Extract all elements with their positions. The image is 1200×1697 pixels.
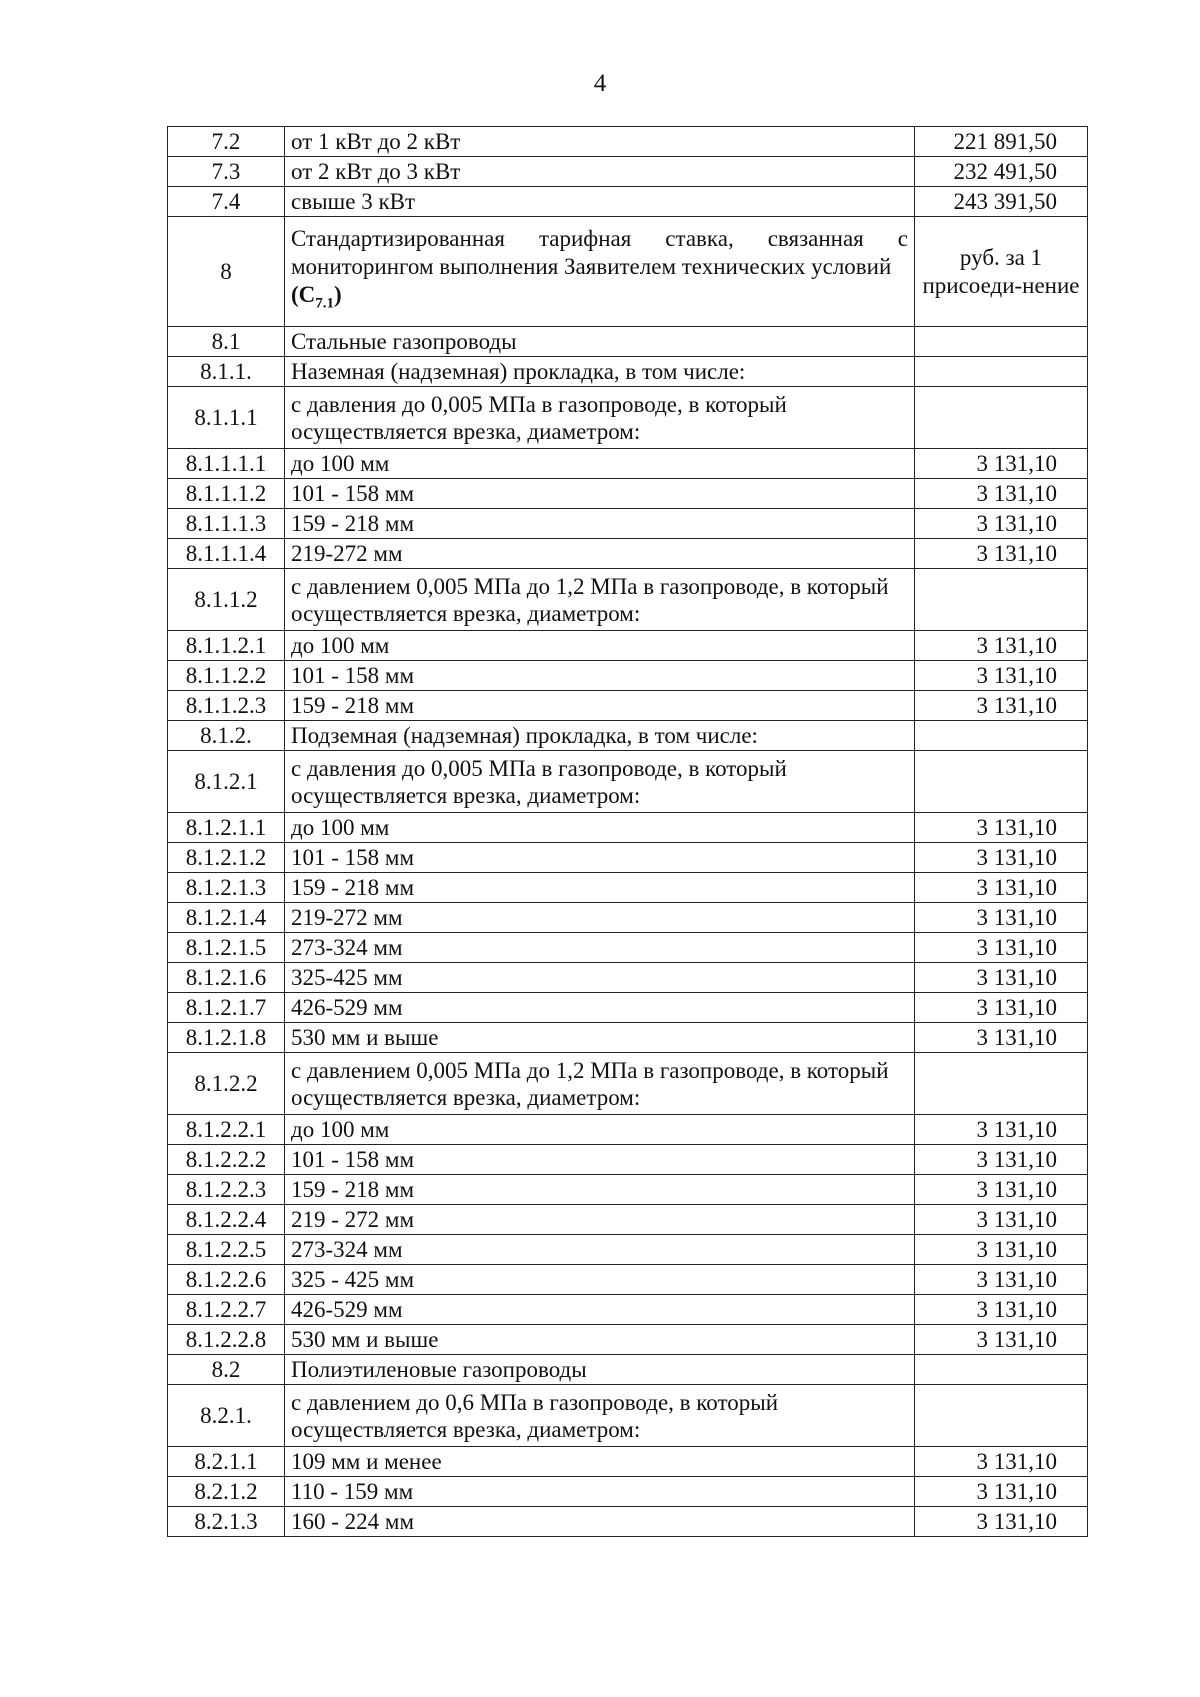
cell-price: 221 891,50 [915,127,1088,157]
cell-price: 3 131,10 [915,509,1088,539]
cell-code: 7.4 [168,187,285,217]
cell-code: 7.3 [168,157,285,187]
table-row [168,1235,1088,1265]
cell-code: 8.1 [168,327,285,357]
cell-price: 3 131,10 [915,1145,1088,1175]
cell-code: 8.1.2.2.5 [168,1235,285,1265]
table-row [168,963,1088,993]
table-section-header [168,217,1088,327]
cell-code: 8.1.2.2.1 [168,1115,285,1145]
cell-code: 8.1.2.2.4 [168,1205,285,1235]
cell-description: до 100 мм [285,631,915,661]
cell-description: 325-425 мм [285,963,915,993]
cell-description: от 1 кВт до 2 кВт [285,127,915,157]
cell-description: 159 - 218 мм [285,509,915,539]
cell-description: Стальные газопроводы [285,327,915,357]
cell-price: 3 131,10 [915,1447,1088,1477]
cell-description: с давлением до 0,6 МПа в газопроводе, в который осуществляется врезка, диаметром: [285,1385,915,1447]
table-row [168,539,1088,569]
page-number: 4 [593,70,607,97]
table-row [168,449,1088,479]
tariff-symbol-letter: (С [291,282,316,308]
cell-description: 159 - 218 мм [285,873,915,903]
cell-code: 8.1.2.1.8 [168,1023,285,1053]
cell-price: 3 131,10 [915,1477,1088,1507]
cell-code: 8 [168,217,285,327]
cell-code: 8.1.2.2.8 [168,1325,285,1355]
table-row [168,1477,1088,1507]
table-row [168,187,1088,217]
cell-price: 3 131,10 [915,1235,1088,1265]
cell-code: 8.2.1. [168,1385,285,1447]
cell-code: 8.1.2.2.7 [168,1295,285,1325]
table-row [168,751,1088,813]
cell-code: 8.1.2.1.4 [168,903,285,933]
cell-description: 159 - 218 мм [285,691,915,721]
cell-code: 8.1.2.1.6 [168,963,285,993]
cell-price [915,327,1088,357]
cell-code: 8.1.2.1.1 [168,813,285,843]
cell-description: Наземная (надземная) прокладка, в том числе: [285,357,915,387]
cell-description: 530 мм и выше [285,1023,915,1053]
cell-price [915,1355,1088,1385]
cell-code: 8.1.1.2.3 [168,691,285,721]
cell-price: 3 131,10 [915,449,1088,479]
cell-code: 8.2 [168,1355,285,1385]
cell-description: с давления до 0,005 МПа в газопроводе, в который осуществляется врезка, диаметром: [285,387,915,449]
cell-code: 8.1.2.2.3 [168,1175,285,1205]
cell-price: 3 131,10 [915,933,1088,963]
cell-price: 3 131,10 [915,813,1088,843]
cell-code: 8.2.1.3 [168,1507,285,1537]
cell-description: свыше 3 кВт [285,187,915,217]
cell-description: 219 - 272 мм [285,1205,915,1235]
cell-price: 3 131,10 [915,661,1088,691]
cell-description: до 100 мм [285,449,915,479]
cell-description: Полиэтиленовые газопроводы [285,1355,915,1385]
table-row [168,1265,1088,1295]
cell-code: 8.2.1.1 [168,1447,285,1477]
cell-price: 3 131,10 [915,843,1088,873]
cell-description: 101 - 158 мм [285,843,915,873]
tariff-symbol-close: ) [334,282,342,308]
cell-price: 3 131,10 [915,691,1088,721]
cell-code: 8.1.2.1.2 [168,843,285,873]
table-row [168,327,1088,357]
table-row [168,1447,1088,1477]
cell-price: 232 491,50 [915,157,1088,187]
cell-description: с давления до 0,005 МПа в газопроводе, в который осуществляется врезка, диаметром: [285,751,915,813]
cell-price [915,569,1088,631]
cell-price: 3 131,10 [915,903,1088,933]
cell-price: 3 131,10 [915,993,1088,1023]
cell-description: 110 - 159 мм [285,1477,915,1507]
table-body-rows [168,327,1088,1537]
table-row [168,509,1088,539]
cell-price: 3 131,10 [915,1115,1088,1145]
cell-description: 160 - 224 мм [285,1507,915,1537]
table-row [168,1295,1088,1325]
cell-code: 8.1.1.1 [168,387,285,449]
cell-code: 8.1.2.2.2 [168,1145,285,1175]
cell-code: 8.1.1.1.3 [168,509,285,539]
cell-description: 273-324 мм [285,1235,915,1265]
cell-code: 8.1.2. [168,721,285,751]
cell-description [285,217,915,327]
cell-price: 3 131,10 [915,1205,1088,1235]
table-row [168,1023,1088,1053]
cell-code: 8.1.2.2.6 [168,1265,285,1295]
table-row [168,1385,1088,1447]
cell-price [915,1385,1088,1447]
cell-code: 8.1.1. [168,357,285,387]
table-row-8 [168,217,1088,327]
cell-description: до 100 мм [285,813,915,843]
table-row [168,691,1088,721]
cell-code: 8.1.2.1.7 [168,993,285,1023]
cell-price [915,357,1088,387]
cell-description: с давлением 0,005 МПа до 1,2 МПа в газопроводе, в который осуществляется врезка, диаметром: [285,1053,915,1115]
cell-code: 8.1.1.2.2 [168,661,285,691]
cell-description: 530 мм и выше [285,1325,915,1355]
cell-price: 3 131,10 [915,1507,1088,1537]
table-row [168,993,1088,1023]
cell-description: 109 мм и менее [285,1447,915,1477]
cell-description: 101 - 158 мм [285,661,915,691]
cell-description: 219-272 мм [285,903,915,933]
cell-description: от 2 кВт до 3 кВт [285,157,915,187]
cell-price: 3 131,10 [915,1295,1088,1325]
cell-price: 3 131,10 [915,1175,1088,1205]
cell-code: 8.1.2.2 [168,1053,285,1115]
cell-description: 219-272 мм [285,539,915,569]
table-row [168,843,1088,873]
cell-description: 325 - 425 мм [285,1265,915,1295]
cell-description: 426-529 мм [285,993,915,1023]
cell-price: 3 131,10 [915,479,1088,509]
table-row [168,933,1088,963]
table-row [168,1053,1088,1115]
cell-code: 8.2.1.2 [168,1477,285,1507]
table-row [168,1205,1088,1235]
cell-description: с давлением 0,005 МПа до 1,2 МПа в газопроводе, в который осуществляется врезка, диаметром: [285,569,915,631]
tariff-table [167,126,1088,1537]
cell-price: 3 131,10 [915,1023,1088,1053]
cell-code: 8.1.2.1.3 [168,873,285,903]
table-row [168,1175,1088,1205]
table-row [168,903,1088,933]
cell-code: 8.1.2.1.5 [168,933,285,963]
table-row [168,127,1088,157]
cell-price: 3 131,10 [915,873,1088,903]
cell-code: 8.1.1.1.4 [168,539,285,569]
table-row [168,1115,1088,1145]
cell-description: Подземная (надземная) прокладка, в том числе: [285,721,915,751]
table-row [168,1507,1088,1537]
table-row [168,631,1088,661]
cell-code: 8.1.1.2 [168,569,285,631]
table-row [168,357,1088,387]
table-row [168,569,1088,631]
table-row [168,1145,1088,1175]
table-row [168,157,1088,187]
cell-description: 101 - 158 мм [285,1145,915,1175]
table-row [168,387,1088,449]
header-description: Стандартизированная тарифная ставка, связанная с мониторингом выполнения Заявителем технических условий [291,226,908,280]
cell-price [915,751,1088,813]
cell-price: 243 391,50 [915,187,1088,217]
table-row [168,813,1088,843]
table-row [168,479,1088,509]
cell-description: 159 - 218 мм [285,1175,915,1205]
cell-price: 3 131,10 [915,963,1088,993]
cell-price: 3 131,10 [915,1265,1088,1295]
table-row [168,661,1088,691]
table-body-top [168,127,1088,217]
table-row [168,1355,1088,1385]
cell-price [915,721,1088,751]
cell-price: 3 131,10 [915,539,1088,569]
cell-description: 426-529 мм [285,1295,915,1325]
cell-price: 3 131,10 [915,1325,1088,1355]
cell-code: 8.1.2.1 [168,751,285,813]
cell-code: 7.2 [168,127,285,157]
cell-unit: руб. за 1 присоеди-нение [915,217,1088,327]
cell-price: 3 131,10 [915,631,1088,661]
cell-description: 273-324 мм [285,933,915,963]
cell-code: 8.1.1.2.1 [168,631,285,661]
cell-price [915,1053,1088,1115]
cell-price [915,387,1088,449]
cell-description: до 100 мм [285,1115,915,1145]
cell-code: 8.1.1.1.1 [168,449,285,479]
cell-code: 8.1.1.1.2 [168,479,285,509]
table-row [168,1325,1088,1355]
tariff-symbol [291,281,908,318]
table-row [168,721,1088,751]
tariff-symbol-subscript: 7.1 [315,295,335,312]
cell-description: 101 - 158 мм [285,479,915,509]
table-row [168,873,1088,903]
